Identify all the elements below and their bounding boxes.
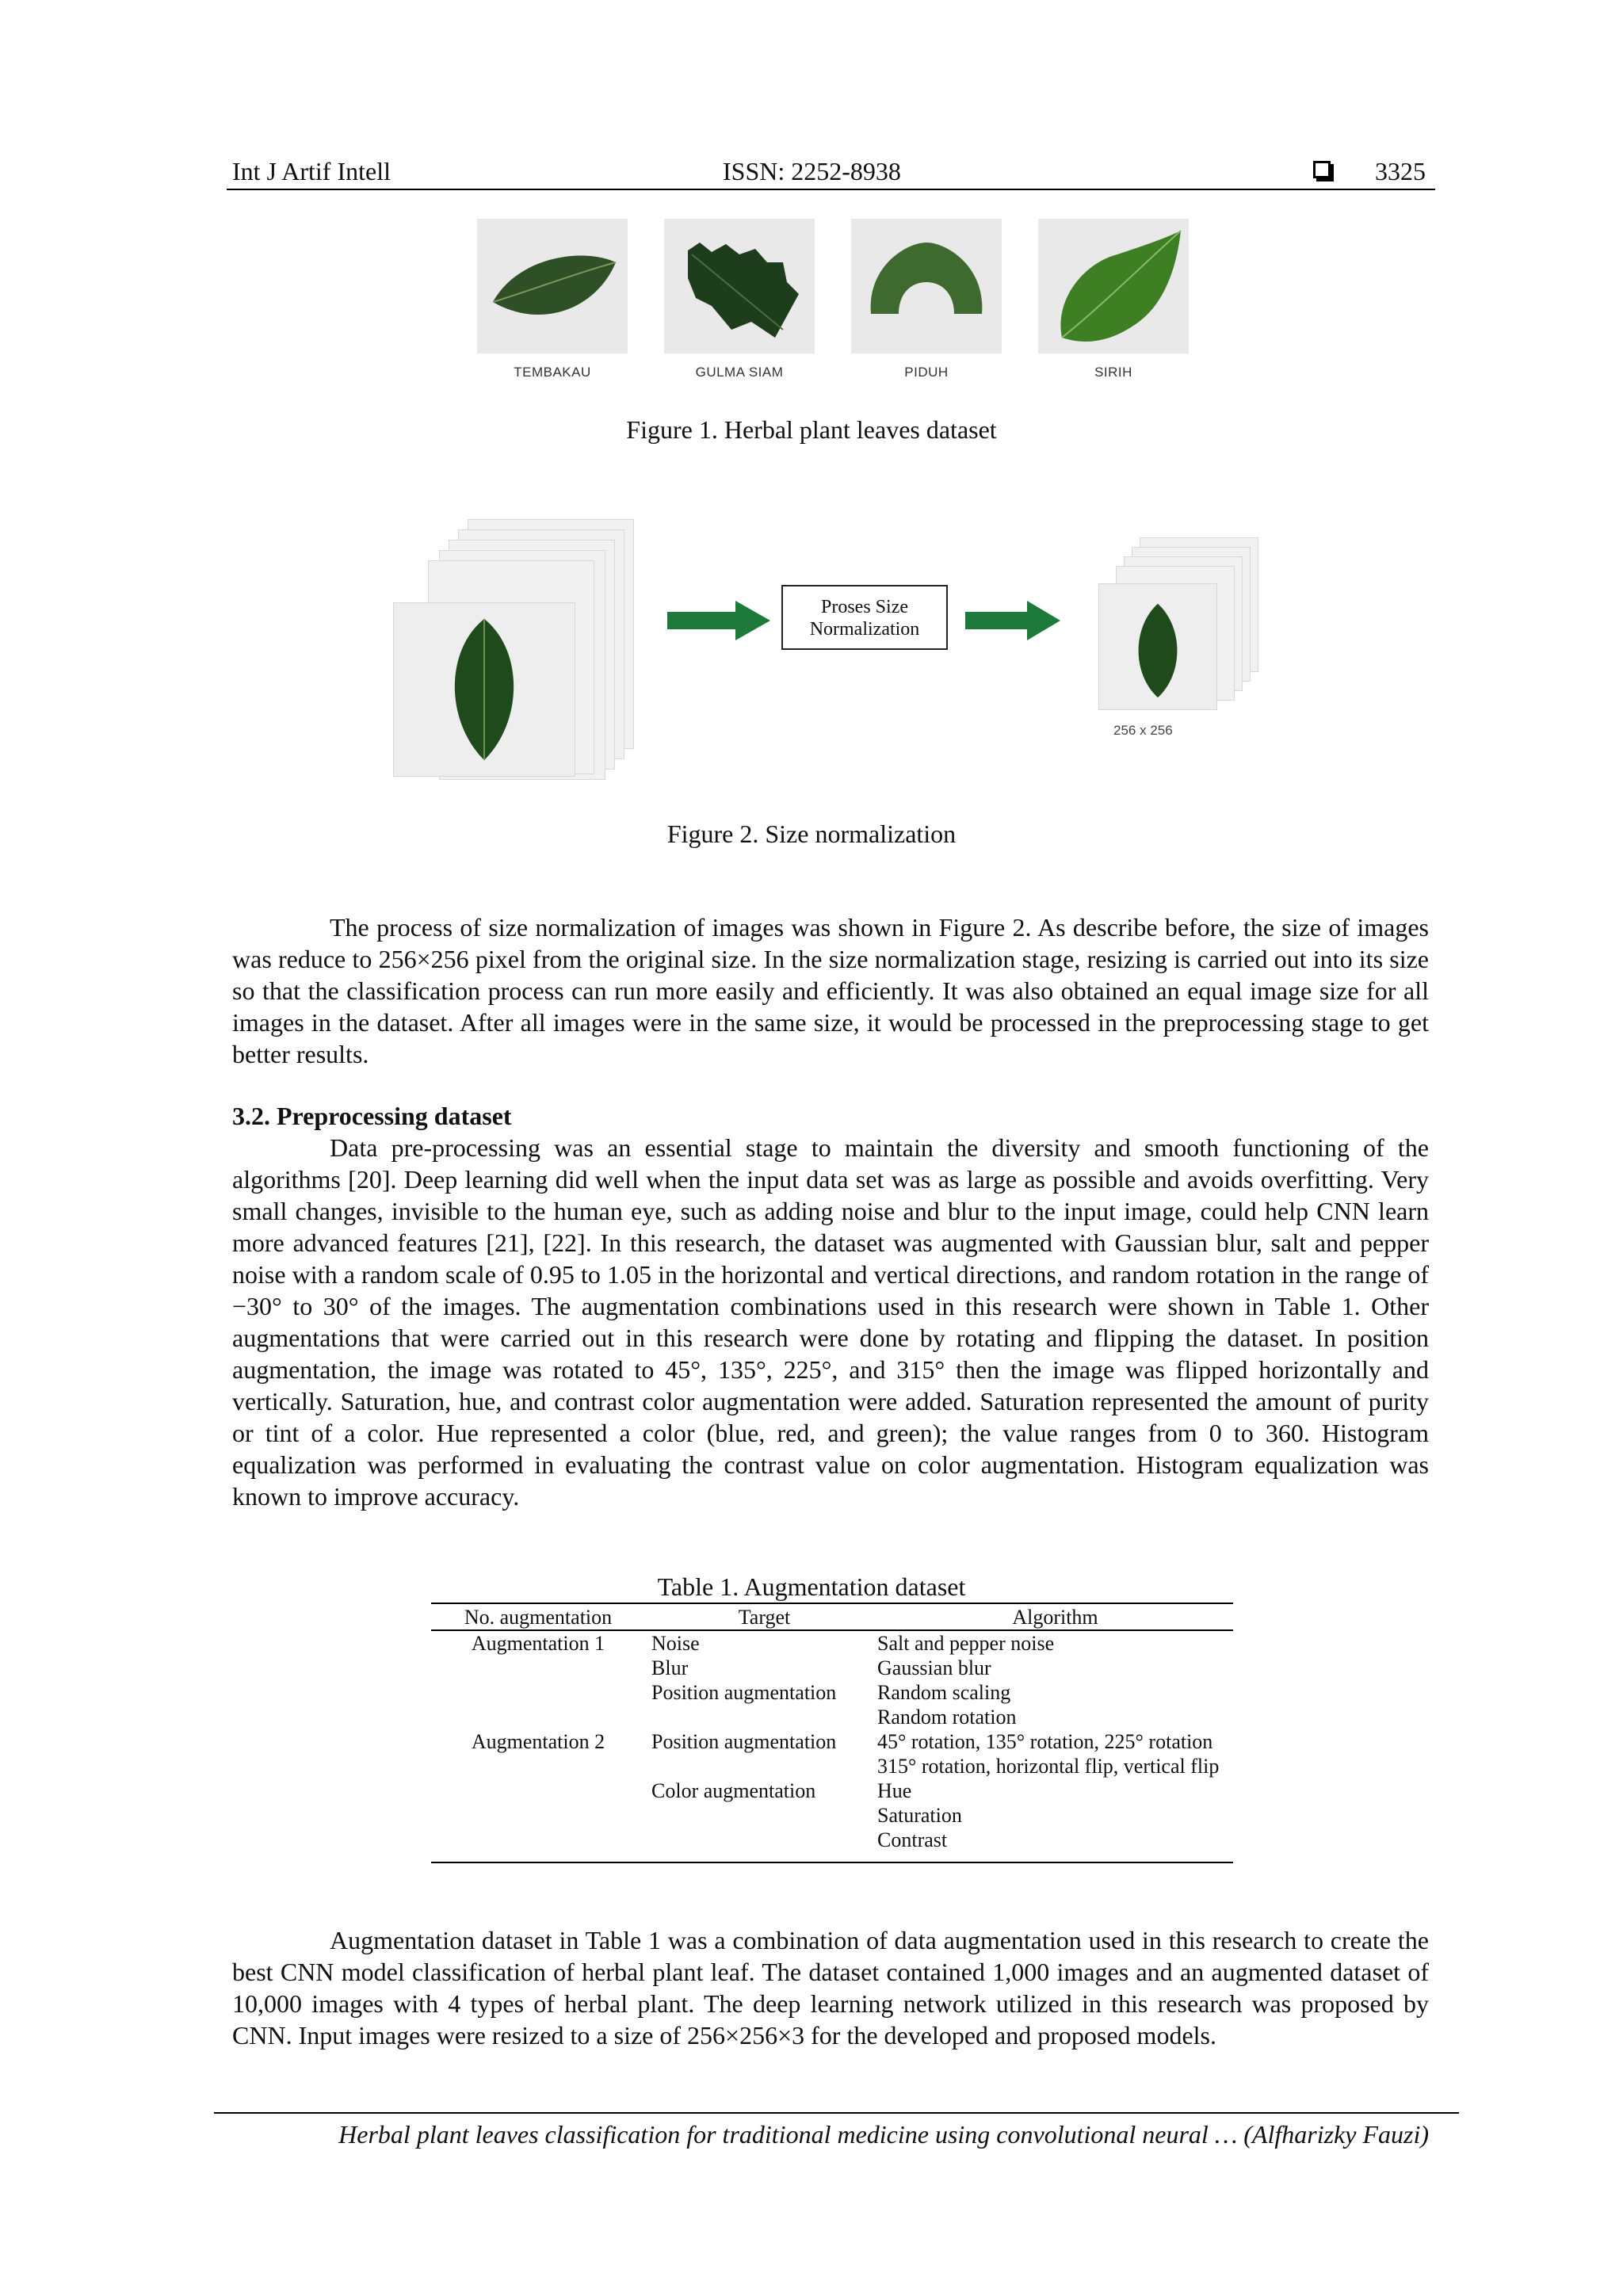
table-cell: Position augmentation xyxy=(651,1730,837,1753)
leaf-image-tembakau xyxy=(477,219,628,353)
table-row xyxy=(431,1630,1233,1656)
process-label-line1: Proses Size xyxy=(821,597,908,617)
leaf-image-piduh xyxy=(851,219,1002,353)
column-header: No. augmentation xyxy=(431,1603,645,1630)
figure-2-caption: Figure 2. Size normalization xyxy=(666,819,957,848)
table-cell: Augmentation 1 xyxy=(471,1632,605,1655)
table-cell: Noise xyxy=(651,1632,700,1655)
table-row xyxy=(431,1828,1233,1862)
paragraph-text: Data pre-processing was an essential stage to maintain the diversity and smooth functioning of the algorithms [20]. Deep learning did well when the input data set was as large as possible and avoids overfitting. Very small changes, invisible to the human eye, such as adding noise and blur to the input image, could help CNN learn more advanced features [21], [22]. In this research, the dataset was augmented with Gaussian blur, salt and pepper noise with a random scale of 0.95 to 1.05 in the horizontal and vertical directions, and random rotation in the range of −30° to 30° of the images. The augmentation combinations used in this research were shown in Table 1. Other augmentations that were carried out in this research were done by rotating and flipping the dataset. In position augmentation, the image was rotated to 45°, 135°, 225°, and 315° then the image was flipped horizontally and vertically. Saturation, hue, and contrast color augmentation were added. Saturation represented the amount of purity or tint of a color. Hue represented a color (blue, red, and green); the value ranges from 0 to 360. Histogram equalization was performed in evaluating the contrast value on color augmentation. Histogram equalization was known to improve accuracy. xyxy=(232,1133,1429,1511)
paragraph-text: Augmentation dataset in Table 1 was a combination of data augmentation used in this research to create the best CNN model classification of herbal plant leaf. The dataset contained 1,000 images and an augmented dataset of 10,000 images with 4 types of herbal plant. The deep learning network utilized in this research was proposed by CNN. Input images were resized to a size of 256×256×3 for the developed and proposed models. xyxy=(232,1926,1429,2050)
header-rule xyxy=(227,189,1435,190)
section-heading: 3.2. Preprocessing dataset xyxy=(232,1102,512,1130)
table-row xyxy=(431,1803,1233,1828)
table-row xyxy=(431,1778,1233,1803)
page-number: 3325 xyxy=(1375,157,1426,185)
section-body xyxy=(232,1132,1429,1512)
table-cell xyxy=(431,1778,645,1803)
output-leaf-image xyxy=(1098,583,1217,710)
table-cell: Gaussian blur xyxy=(877,1656,991,1679)
table-cell xyxy=(431,1754,645,1778)
body-paragraph xyxy=(232,1924,1429,2051)
table-1-caption: Table 1. Augmentation dataset xyxy=(657,1572,966,1601)
table-cell: Blur xyxy=(651,1656,689,1679)
column-header: Target xyxy=(645,1603,877,1630)
table-cell xyxy=(431,1828,645,1862)
table-row xyxy=(431,1680,1233,1705)
table-cell: Random scaling xyxy=(877,1681,1011,1704)
table-cell xyxy=(645,1705,877,1729)
right-arrow-icon xyxy=(965,601,1060,640)
leaf-image-gulma-siam xyxy=(664,219,815,353)
right-arrow-icon xyxy=(667,601,770,640)
table-row xyxy=(431,1705,1233,1729)
table-header-row xyxy=(431,1603,1233,1630)
output-size-label: 256 x 256 xyxy=(1113,723,1173,738)
table-cell xyxy=(431,1705,645,1729)
leaf-label: SIRIH xyxy=(1094,365,1132,380)
table-cell: Color augmentation xyxy=(651,1779,816,1802)
running-footer: Herbal plant leaves classification for traditional medicine using convolutional neural … (Alfharizky Fauzi) xyxy=(338,2120,1429,2149)
table-cell: Random rotation xyxy=(877,1706,1017,1729)
issn: ISSN: 2252-8938 xyxy=(723,157,901,185)
table-cell: Augmentation 2 xyxy=(471,1730,605,1753)
table-cell: Saturation xyxy=(877,1804,962,1827)
table-cell xyxy=(431,1680,645,1705)
body-paragraph xyxy=(232,911,1429,1070)
table-cell xyxy=(431,1656,645,1680)
checkbox-glyph-icon xyxy=(1313,161,1331,178)
table-row xyxy=(431,1729,1233,1754)
column-header: Algorithm xyxy=(877,1603,1233,1630)
augmentation-table xyxy=(431,1603,1233,1863)
table-cell: Salt and pepper noise xyxy=(877,1632,1055,1655)
table-cell xyxy=(431,1803,645,1828)
journal-name: Int J Artif Intell xyxy=(232,157,391,185)
process-box xyxy=(781,585,948,650)
leaf-label: TEMBAKAU xyxy=(514,365,591,380)
table-cell: 45° rotation, 135° rotation, 225° rotation xyxy=(877,1730,1213,1753)
leaf-image-sirih xyxy=(1038,219,1189,353)
leaf-label: GULMA SIAM xyxy=(695,365,784,380)
table-row xyxy=(431,1656,1233,1680)
paragraph-text: The process of size normalization of images was shown in Figure 2. As describe before, the size of images was reduce to 256×256 pixel from the original size. In the size normalization stage, resizing is carried out into its size so that the classification process can run more easily and efficiently. It was also obtained an equal image size for all images in the dataset. After all images were in the same size, it would be processed in the preprocessing stage to get better results. xyxy=(232,913,1429,1068)
footer-rule xyxy=(214,2112,1459,2114)
table-cell xyxy=(645,1754,877,1778)
figure-1-caption: Figure 1. Herbal plant leaves dataset xyxy=(626,415,997,444)
process-label-line2: Normalization xyxy=(809,619,920,640)
leaf-label: PIDUH xyxy=(904,365,949,380)
table-cell xyxy=(645,1828,877,1862)
table-cell: Hue xyxy=(877,1779,912,1802)
table-row xyxy=(431,1754,1233,1778)
input-leaf-image xyxy=(393,602,575,777)
table-cell: Contrast xyxy=(877,1828,1233,1862)
table-cell: 315° rotation, horizontal flip, vertical flip xyxy=(877,1755,1220,1778)
table-cell xyxy=(645,1803,877,1828)
table-cell: Position augmentation xyxy=(651,1681,837,1704)
